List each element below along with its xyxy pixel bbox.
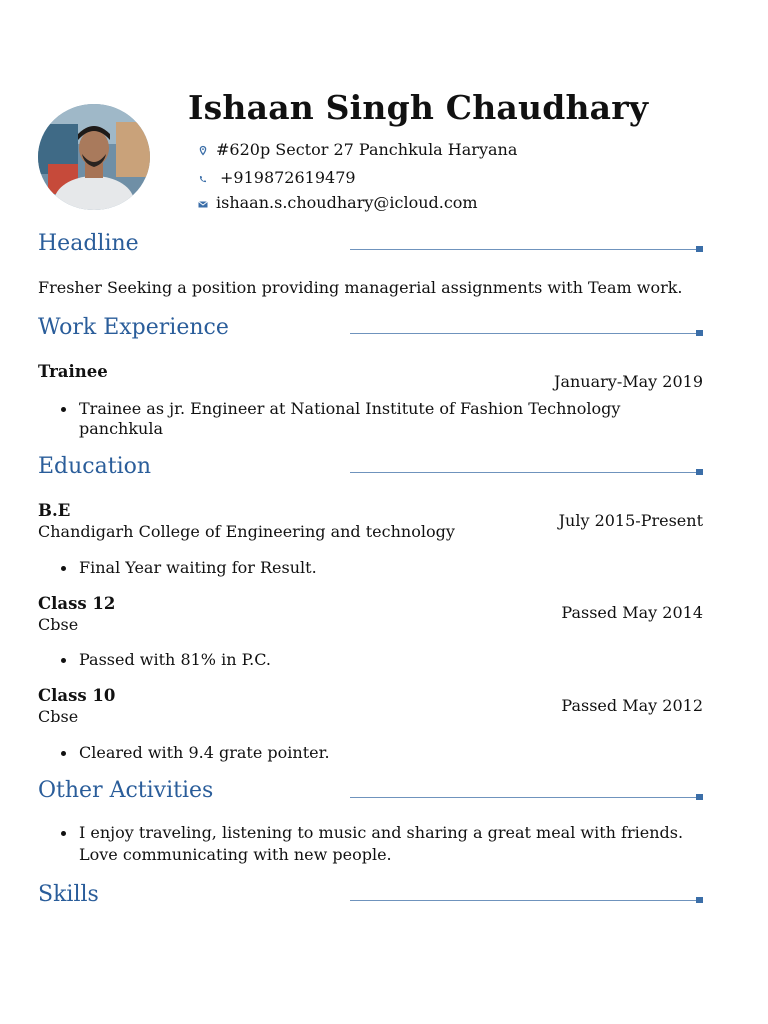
education-dates: Passed May 2012 (561, 696, 703, 715)
work-rule (350, 333, 696, 334)
education-school: Chandigarh College of Engineering and technology (38, 522, 455, 541)
work-bullet-line-2: panchkula (79, 419, 164, 438)
work-role: Trainee (38, 362, 108, 381)
profile-photo (38, 104, 150, 210)
activities-rule-end (696, 794, 703, 800)
activities-line-1: I enjoy traveling, listening to music and sharing a great meal with friends. (79, 823, 684, 842)
education-degree: Class 12 (38, 594, 116, 613)
email-text: ishaan.s.choudhary@icloud.com (216, 193, 478, 212)
activities-bullet-dot (61, 831, 66, 836)
headline-rule (350, 249, 696, 250)
education-degree: B.E (38, 501, 71, 520)
education-bullet-dot (61, 751, 66, 756)
education-bullet: Final Year waiting for Result. (79, 558, 317, 577)
skills-rule-end (696, 897, 703, 903)
education-degree: Class 10 (38, 686, 116, 705)
headline-text: Fresher Seeking a position providing managerial assignments with Team work. (38, 278, 683, 297)
phone-row (196, 168, 356, 187)
work-bullet-line-1: Trainee as jr. Engineer at National Institute of Fashion Technology (79, 399, 621, 418)
education-school: Cbse (38, 615, 79, 634)
phone-text: +919872619479 (220, 168, 356, 187)
activities-line-2: Love communicating with new people. (79, 845, 392, 864)
map-pin-icon (196, 143, 210, 157)
education-rule (350, 472, 696, 473)
education-heading: Education (38, 454, 152, 479)
envelope-icon (196, 196, 210, 210)
email-row (196, 193, 478, 212)
other-activities-heading: Other Activities (38, 778, 214, 803)
work-dates: January-May 2019 (554, 372, 703, 391)
education-dates: Passed May 2014 (561, 603, 703, 622)
activities-rule (350, 797, 696, 798)
education-bullet-dot (61, 566, 66, 571)
education-rule-end (696, 469, 703, 475)
work-bullet-dot (61, 407, 66, 412)
skills-heading: Skills (38, 882, 99, 907)
education-school: Cbse (38, 707, 79, 726)
education-dates: July 2015-Present (558, 511, 703, 530)
education-bullet: Passed with 81% in P.C. (79, 650, 271, 669)
work-experience-heading: Work Experience (38, 315, 229, 340)
skills-rule (350, 900, 696, 901)
work-rule-end (696, 330, 703, 336)
headline-rule-end (696, 246, 703, 252)
profile-photo-image (38, 104, 150, 210)
phone-icon (196, 171, 210, 185)
address-row (196, 140, 517, 159)
headline-heading: Headline (38, 231, 139, 256)
address-text: #620p Sector 27 Panchkula Haryana (216, 140, 518, 159)
education-bullet: Cleared with 9.4 grate pointer. (79, 743, 330, 762)
candidate-name: Ishaan Singh Chaudhary (188, 88, 649, 127)
education-bullet-dot (61, 658, 66, 663)
